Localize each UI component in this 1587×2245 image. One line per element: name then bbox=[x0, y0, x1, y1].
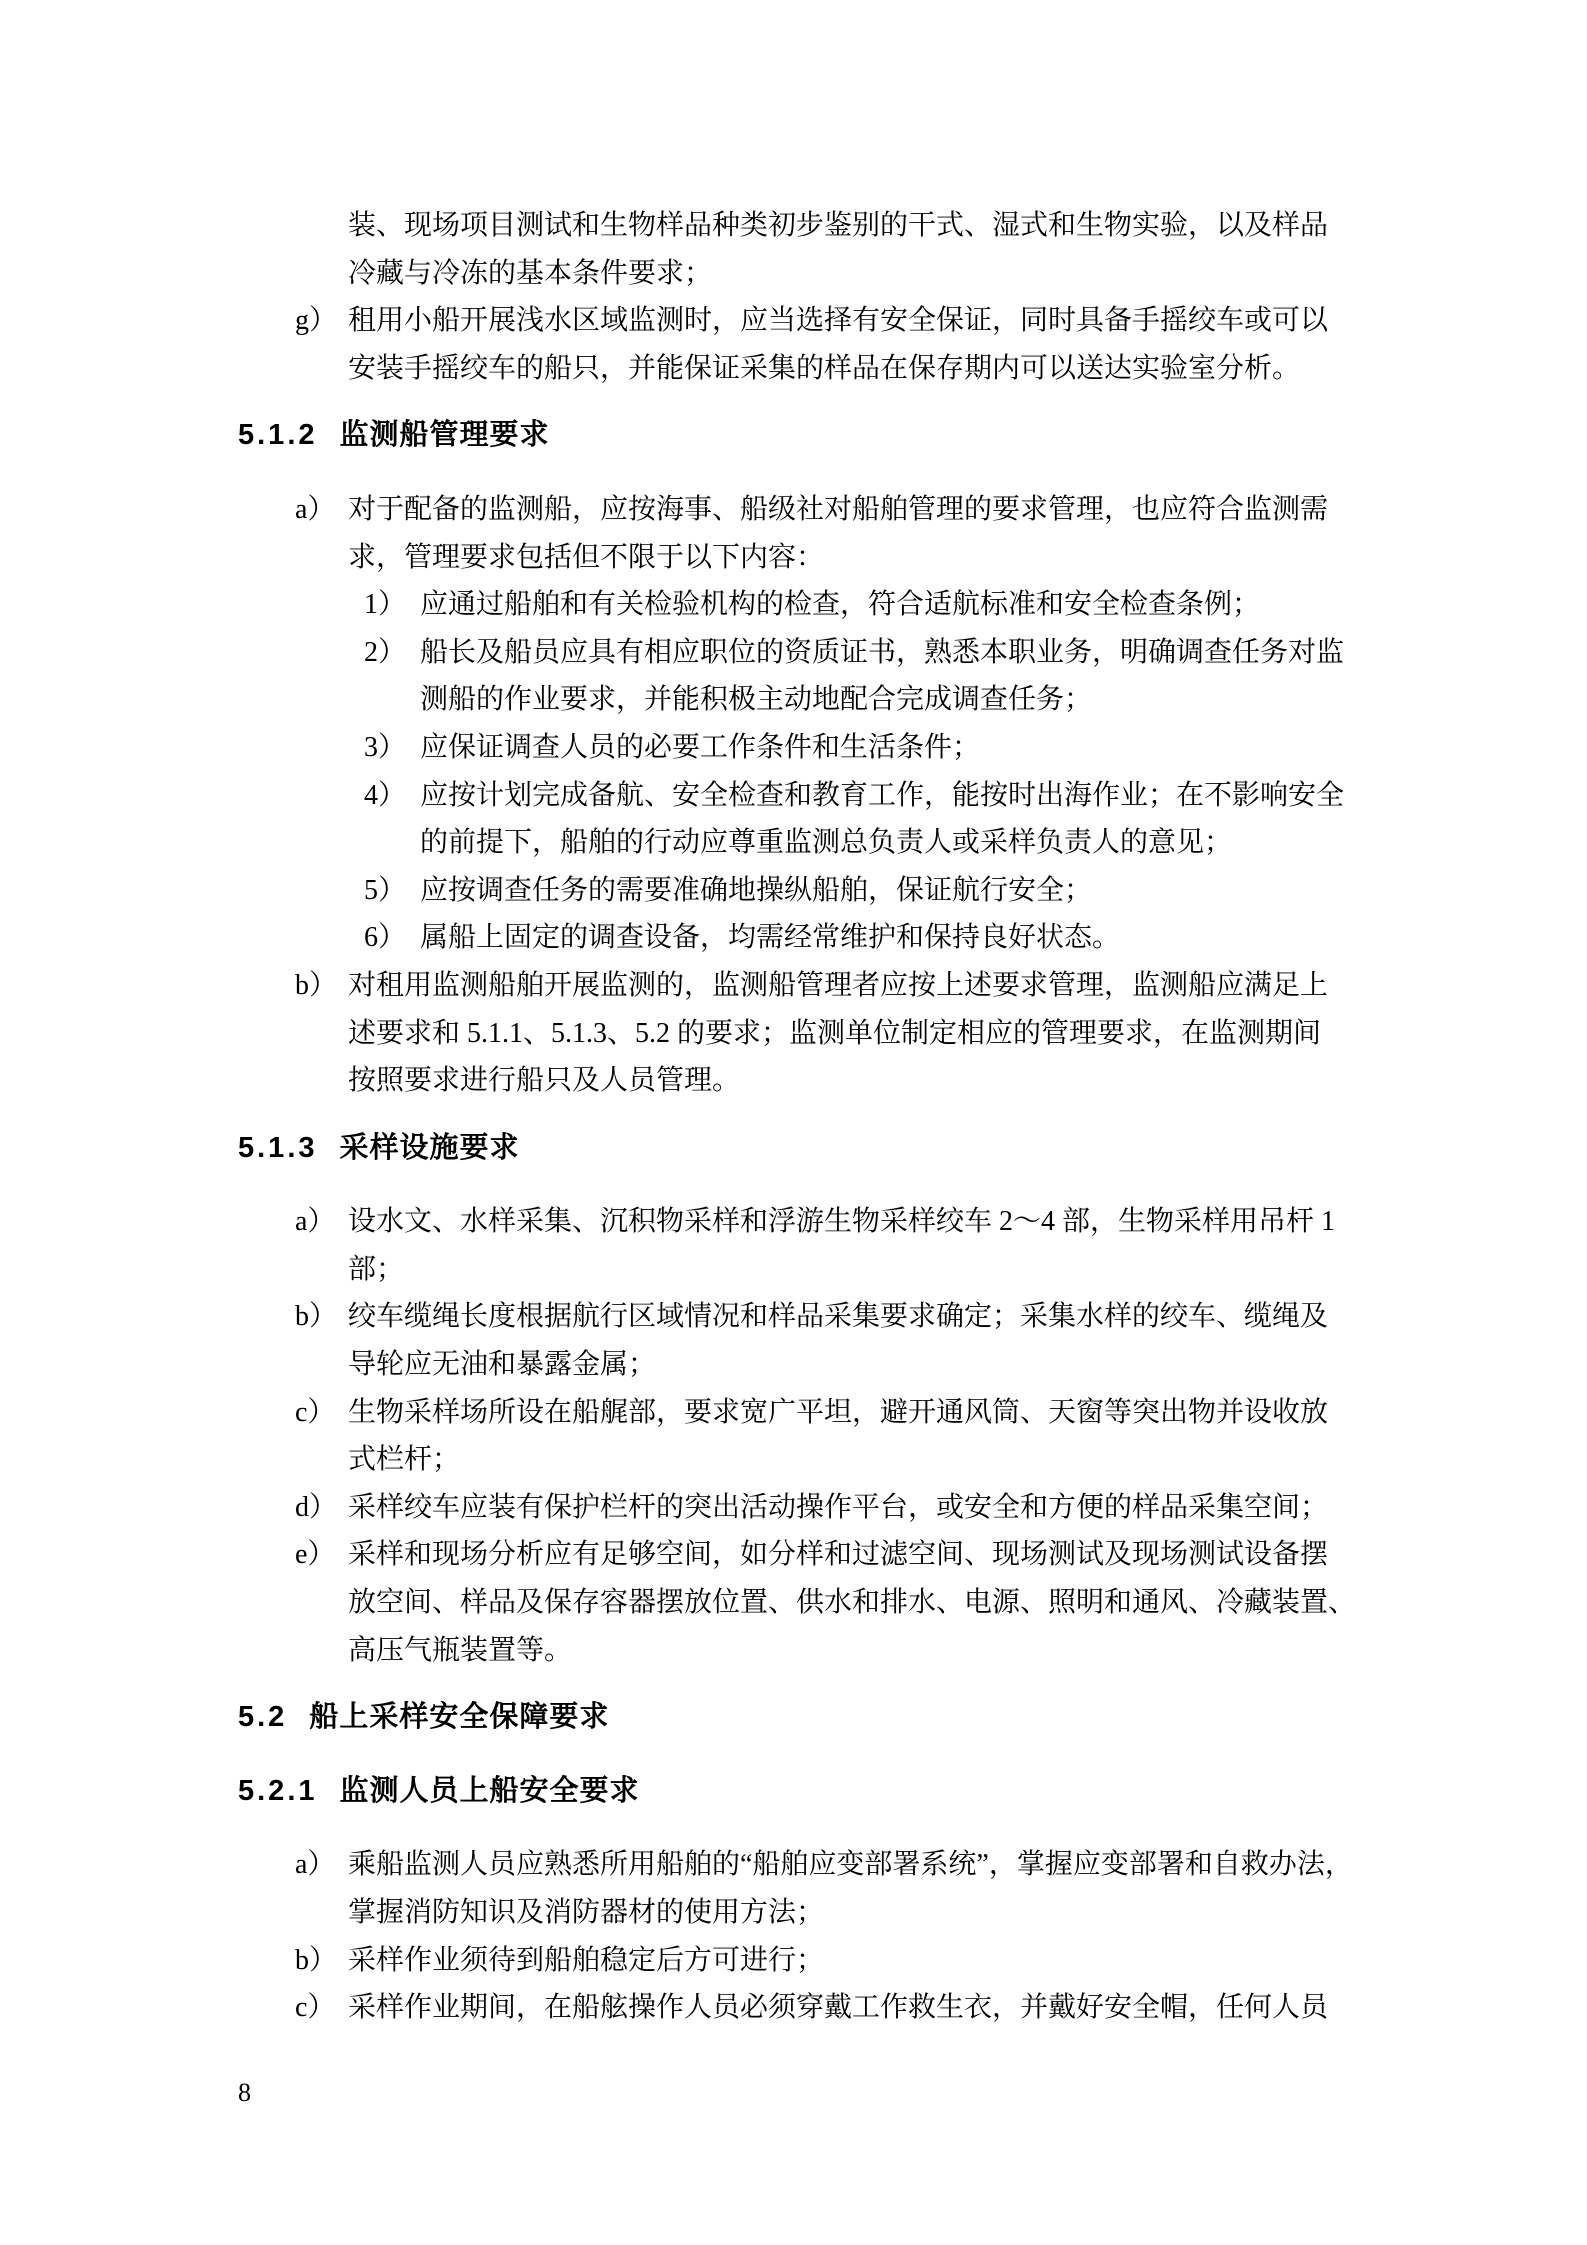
document-body bbox=[238, 202, 1365, 2032]
section-title: 监测船管理要求 bbox=[339, 419, 550, 452]
section-title: 采样设施要求 bbox=[339, 1131, 520, 1164]
list-marker: c） bbox=[295, 1992, 336, 2024]
list-item bbox=[238, 772, 1365, 820]
list-item-text: 设水文、水样采集、沉积物采样和浮游生物采样绞车 2～4 部，生物采样用吊杆 1 bbox=[348, 1206, 1336, 1238]
list-item-text: 应按计划完成备航、安全检查和教育工作，能按时出海作业；在不影响安全 bbox=[420, 779, 1345, 811]
list-item bbox=[238, 1984, 1365, 2032]
list-item-text: 租用小船开展浅水区域监测时，应当选择有安全保证，同时具备手摇绞车或可以 bbox=[348, 305, 1329, 337]
list-item bbox=[238, 486, 1365, 534]
list-item bbox=[238, 581, 1365, 629]
list-item-text: 按照要求进行船只及人员管理。 bbox=[348, 1065, 741, 1097]
list-item-continuation bbox=[238, 202, 1365, 250]
list-item bbox=[238, 1389, 1365, 1437]
list-marker: b） bbox=[295, 969, 338, 1001]
list-marker: a） bbox=[295, 1206, 336, 1238]
list-marker: d） bbox=[295, 1491, 338, 1523]
page-number: 8 bbox=[238, 2078, 251, 2107]
list-marker: 3） bbox=[364, 731, 407, 763]
list-marker: 4） bbox=[364, 779, 407, 811]
list-item-continuation bbox=[238, 1889, 1365, 1937]
list-item bbox=[238, 1484, 1365, 1532]
list-item bbox=[238, 1841, 1365, 1889]
section-number: 5.1.3 bbox=[238, 1131, 318, 1164]
list-item-continuation bbox=[238, 1627, 1365, 1675]
list-item-text: 冷藏与冷冻的基本条件要求； bbox=[348, 257, 713, 289]
list-item-text: 生物采样场所设在船艉部，要求宽广平坦，避开通风筒、天窗等突出物并设收放 bbox=[348, 1396, 1329, 1428]
list-item bbox=[238, 1937, 1365, 1985]
list-item-continuation bbox=[238, 534, 1365, 582]
list-item bbox=[238, 297, 1365, 345]
section-heading-5-2-1 bbox=[238, 1768, 1365, 1816]
section-heading-5-1-2 bbox=[238, 412, 1365, 460]
list-item-continuation bbox=[238, 1341, 1365, 1389]
list-item-text: 绞车缆绳长度根据航行区域情况和样品采集要求确定；采集水样的绞车、缆绳及 bbox=[348, 1301, 1329, 1333]
list-item-continuation bbox=[238, 1010, 1365, 1058]
list-item-text: 应保证调查人员的必要工作条件和生活条件； bbox=[420, 731, 981, 763]
list-item-text: 采样作业期间，在船舷操作人员必须穿戴工作救生衣，并戴好安全帽，任何人员 bbox=[348, 1992, 1329, 2024]
section-number: 5.1.2 bbox=[238, 419, 318, 452]
list-item bbox=[238, 1293, 1365, 1341]
list-item-continuation bbox=[238, 1579, 1365, 1627]
list-item-continuation bbox=[238, 345, 1365, 393]
list-marker: 6） bbox=[364, 922, 407, 954]
list-item-text: 对于配备的监测船，应按海事、船级社对船舶管理的要求管理，也应符合监测需 bbox=[348, 493, 1329, 525]
list-item bbox=[238, 914, 1365, 962]
list-item-continuation bbox=[238, 1436, 1365, 1484]
list-item-text: 安装手摇绞车的船只，并能保证采集的样品在保存期内可以送达实验室分析。 bbox=[348, 352, 1301, 384]
list-marker: c） bbox=[295, 1396, 336, 1428]
list-item bbox=[238, 629, 1365, 677]
section-number: 5.2 bbox=[238, 1701, 288, 1734]
list-item-continuation bbox=[238, 676, 1365, 724]
list-item-text: 应通过船舶和有关检验机构的检查，符合适航标准和安全检查条例； bbox=[420, 589, 1261, 621]
list-item-text: 的前提下，船舶的行动应尊重监测总负责人或采样负责人的意见； bbox=[420, 827, 1233, 859]
list-marker: 1） bbox=[364, 589, 407, 621]
list-item-text: 求，管理要求包括但不限于以下内容： bbox=[348, 541, 825, 573]
list-marker: 2） bbox=[364, 636, 407, 668]
section-title: 船上采样安全保障要求 bbox=[309, 1701, 610, 1734]
section-title: 监测人员上船安全要求 bbox=[339, 1774, 640, 1807]
list-item-text: 部； bbox=[348, 1253, 405, 1285]
list-item bbox=[238, 1531, 1365, 1579]
list-item-continuation bbox=[238, 819, 1365, 867]
list-item bbox=[238, 724, 1365, 772]
list-item-text: 放空间、样品及保存容器摆放位置、供水和排水、电源、照明和通风、冷藏装置、 bbox=[348, 1587, 1357, 1619]
list-item-text: 采样作业须待到船舶稳定后方可进行； bbox=[348, 1944, 825, 1976]
list-item-text: 对租用监测船舶开展监测的，监测船管理者应按上述要求管理，监测船应满足上 bbox=[348, 969, 1329, 1001]
list-item-text: 乘船监测人员应熟悉所用船舶的“船舶应变部署系统”，掌握应变部署和自救办法， bbox=[348, 1849, 1353, 1881]
list-marker: b） bbox=[295, 1301, 338, 1333]
list-item-text: 采样和现场分析应有足够空间，如分样和过滤空间、现场测试及现场测试设备摆 bbox=[348, 1539, 1329, 1571]
list-item-text: 装、现场项目测试和生物样品种类初步鉴别的干式、湿式和生物实验，以及样品 bbox=[348, 210, 1329, 241]
list-item-continuation bbox=[238, 250, 1365, 298]
list-marker: g） bbox=[295, 305, 338, 337]
list-marker: 5） bbox=[364, 874, 407, 906]
list-item-continuation bbox=[238, 1246, 1365, 1294]
list-marker: a） bbox=[295, 493, 336, 525]
list-item-continuation bbox=[238, 1057, 1365, 1105]
list-item-text: 述要求和 5.1.1、5.1.3、5.2 的要求；监测单位制定相应的管理要求，在监测期间 bbox=[348, 1017, 1322, 1049]
list-item-text: 属船上固定的调查设备，均需经常维护和保持良好状态。 bbox=[420, 922, 1121, 954]
list-item-text: 导轮应无油和暴露金属； bbox=[348, 1349, 657, 1381]
section-number: 5.2.1 bbox=[238, 1774, 318, 1807]
list-item-text: 高压气瓶装置等。 bbox=[348, 1634, 573, 1666]
list-item-text: 掌握消防知识及消防器材的使用方法； bbox=[348, 1897, 825, 1928]
list-item bbox=[238, 962, 1365, 1010]
list-marker: a） bbox=[295, 1849, 336, 1881]
list-item-text: 式栏杆； bbox=[348, 1444, 461, 1476]
list-item bbox=[238, 1198, 1365, 1246]
list-marker: b） bbox=[295, 1944, 338, 1976]
list-item-text: 船长及船员应具有相应职位的资质证书，熟悉本职业务，明确调查任务对监 bbox=[420, 636, 1345, 668]
section-heading-5-2 bbox=[238, 1694, 1365, 1742]
list-item-text: 采样绞车应装有保护栏杆的突出活动操作平台，或安全和方便的样品采集空间； bbox=[348, 1491, 1329, 1523]
list-item bbox=[238, 867, 1365, 915]
section-heading-5-1-3 bbox=[238, 1125, 1365, 1173]
list-marker: e） bbox=[295, 1539, 336, 1571]
list-item-text: 应按调查任务的需要准确地操纵船舶，保证航行安全； bbox=[420, 874, 1093, 906]
list-item-text: 测船的作业要求，并能积极主动地配合完成调查任务； bbox=[420, 684, 1093, 716]
